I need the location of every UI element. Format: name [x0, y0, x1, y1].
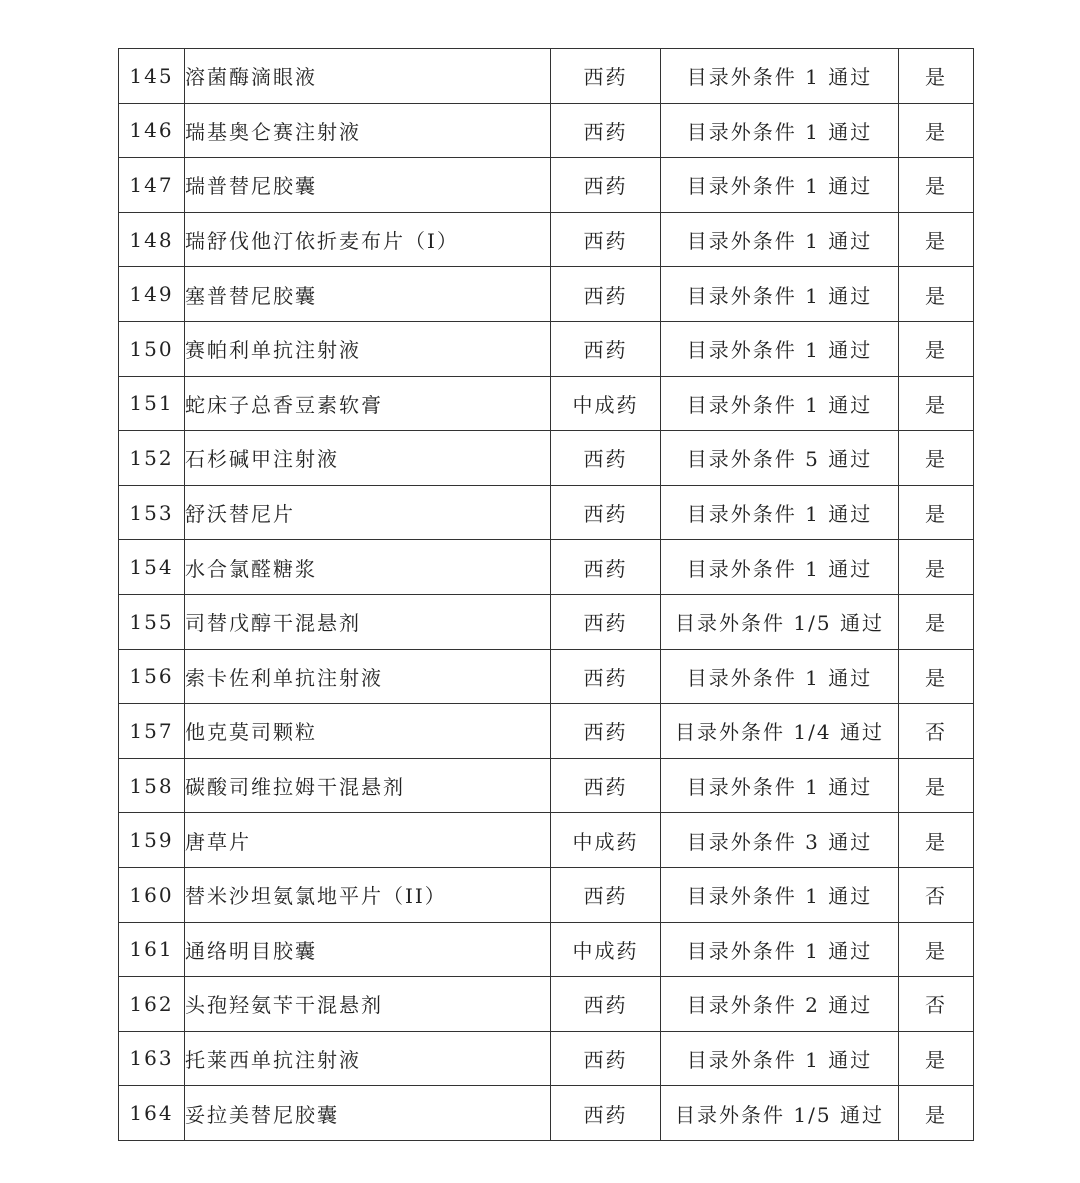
drug-type: 西药: [551, 103, 661, 158]
result-flag: 否: [899, 704, 974, 759]
row-number: 151: [119, 376, 185, 431]
drug-name: 唐草片: [185, 813, 551, 868]
drug-name: 司替戊醇干混悬剂: [185, 594, 551, 649]
row-number: 146: [119, 103, 185, 158]
drug-type: 西药: [551, 485, 661, 540]
table-row: [119, 1086, 974, 1141]
drug-type: 西药: [551, 1031, 661, 1086]
drug-type: 西药: [551, 649, 661, 704]
table-row: [119, 321, 974, 376]
table-row: [119, 485, 974, 540]
review-condition: 目录外条件 1 通过: [661, 485, 899, 540]
review-condition: 目录外条件 2 通过: [661, 977, 899, 1032]
row-number: 157: [119, 704, 185, 759]
drug-name: 蛇床子总香豆素软膏: [185, 376, 551, 431]
table-row: [119, 49, 974, 104]
result-flag: 是: [899, 594, 974, 649]
row-number: 154: [119, 540, 185, 595]
drug-table: [118, 48, 974, 1141]
drug-name: 舒沃替尼片: [185, 485, 551, 540]
review-condition: 目录外条件 3 通过: [661, 813, 899, 868]
table-row: [119, 158, 974, 213]
review-condition: 目录外条件 1 通过: [661, 867, 899, 922]
result-flag: 是: [899, 431, 974, 486]
review-condition: 目录外条件 1/4 通过: [661, 704, 899, 759]
drug-type: 西药: [551, 1086, 661, 1141]
drug-name: 妥拉美替尼胶囊: [185, 1086, 551, 1141]
drug-type: 西药: [551, 321, 661, 376]
drug-name: 溶菌酶滴眼液: [185, 49, 551, 104]
drug-name: 他克莫司颗粒: [185, 704, 551, 759]
result-flag: 否: [899, 977, 974, 1032]
table-row: [119, 103, 974, 158]
drug-type: 中成药: [551, 813, 661, 868]
review-condition: 目录外条件 1 通过: [661, 212, 899, 267]
table-row: [119, 922, 974, 977]
drug-type: 西药: [551, 540, 661, 595]
result-flag: 是: [899, 540, 974, 595]
drug-name: 托莱西单抗注射液: [185, 1031, 551, 1086]
table-row: [119, 649, 974, 704]
result-flag: 是: [899, 813, 974, 868]
result-flag: 是: [899, 1031, 974, 1086]
table-row: [119, 376, 974, 431]
drug-name: 替米沙坦氨氯地平片（II）: [185, 867, 551, 922]
table-row: [119, 267, 974, 322]
row-number: 162: [119, 977, 185, 1032]
drug-type: 西药: [551, 977, 661, 1032]
row-number: 161: [119, 922, 185, 977]
result-flag: 是: [899, 485, 974, 540]
review-condition: 目录外条件 1 通过: [661, 540, 899, 595]
drug-name: 瑞基奥仑赛注射液: [185, 103, 551, 158]
table-row: [119, 212, 974, 267]
result-flag: 是: [899, 267, 974, 322]
table-row: [119, 431, 974, 486]
drug-name: 赛帕利单抗注射液: [185, 321, 551, 376]
drug-name: 碳酸司维拉姆干混悬剂: [185, 758, 551, 813]
row-number: 160: [119, 867, 185, 922]
drug-type: 西药: [551, 158, 661, 213]
result-flag: 是: [899, 922, 974, 977]
table-row: [119, 704, 974, 759]
result-flag: 是: [899, 649, 974, 704]
table-row: [119, 977, 974, 1032]
drug-type: 西药: [551, 212, 661, 267]
result-flag: 否: [899, 867, 974, 922]
drug-type: 西药: [551, 867, 661, 922]
drug-type: 西药: [551, 431, 661, 486]
row-number: 156: [119, 649, 185, 704]
result-flag: 是: [899, 49, 974, 104]
drug-name: 通络明目胶囊: [185, 922, 551, 977]
result-flag: 是: [899, 1086, 974, 1141]
review-condition: 目录外条件 1 通过: [661, 649, 899, 704]
row-number: 147: [119, 158, 185, 213]
table-row: [119, 540, 974, 595]
result-flag: 是: [899, 158, 974, 213]
drug-type: 西药: [551, 704, 661, 759]
table-row: [119, 758, 974, 813]
result-flag: 是: [899, 376, 974, 431]
result-flag: 是: [899, 758, 974, 813]
result-flag: 是: [899, 321, 974, 376]
review-condition: 目录外条件 1 通过: [661, 321, 899, 376]
result-flag: 是: [899, 103, 974, 158]
review-condition: 目录外条件 1 通过: [661, 922, 899, 977]
drug-name: 塞普替尼胶囊: [185, 267, 551, 322]
row-number: 152: [119, 431, 185, 486]
row-number: 150: [119, 321, 185, 376]
table-row: [119, 813, 974, 868]
table-row: [119, 867, 974, 922]
row-number: 153: [119, 485, 185, 540]
review-condition: 目录外条件 1/5 通过: [661, 1086, 899, 1141]
drug-name: 瑞普替尼胶囊: [185, 158, 551, 213]
review-condition: 目录外条件 1 通过: [661, 103, 899, 158]
drug-type: 西药: [551, 49, 661, 104]
review-condition: 目录外条件 1 通过: [661, 758, 899, 813]
drug-name: 瑞舒伐他汀依折麦布片（I）: [185, 212, 551, 267]
row-number: 148: [119, 212, 185, 267]
review-condition: 目录外条件 1 通过: [661, 1031, 899, 1086]
review-condition: 目录外条件 1 通过: [661, 49, 899, 104]
review-condition: 目录外条件 1/5 通过: [661, 594, 899, 649]
review-condition: 目录外条件 1 通过: [661, 267, 899, 322]
drug-type: 中成药: [551, 376, 661, 431]
row-number: 159: [119, 813, 185, 868]
drug-type: 西药: [551, 594, 661, 649]
row-number: 158: [119, 758, 185, 813]
drug-type: 西药: [551, 758, 661, 813]
table-row: [119, 1031, 974, 1086]
row-number: 149: [119, 267, 185, 322]
row-number: 163: [119, 1031, 185, 1086]
drug-name: 头孢羟氨苄干混悬剂: [185, 977, 551, 1032]
drug-type: 中成药: [551, 922, 661, 977]
result-flag: 是: [899, 212, 974, 267]
row-number: 155: [119, 594, 185, 649]
drug-name: 水合氯醛糖浆: [185, 540, 551, 595]
row-number: 164: [119, 1086, 185, 1141]
review-condition: 目录外条件 5 通过: [661, 431, 899, 486]
review-condition: 目录外条件 1 通过: [661, 158, 899, 213]
row-number: 145: [119, 49, 185, 104]
review-condition: 目录外条件 1 通过: [661, 376, 899, 431]
drug-name: 索卡佐利单抗注射液: [185, 649, 551, 704]
table-row: [119, 594, 974, 649]
drug-type: 西药: [551, 267, 661, 322]
drug-name: 石杉碱甲注射液: [185, 431, 551, 486]
